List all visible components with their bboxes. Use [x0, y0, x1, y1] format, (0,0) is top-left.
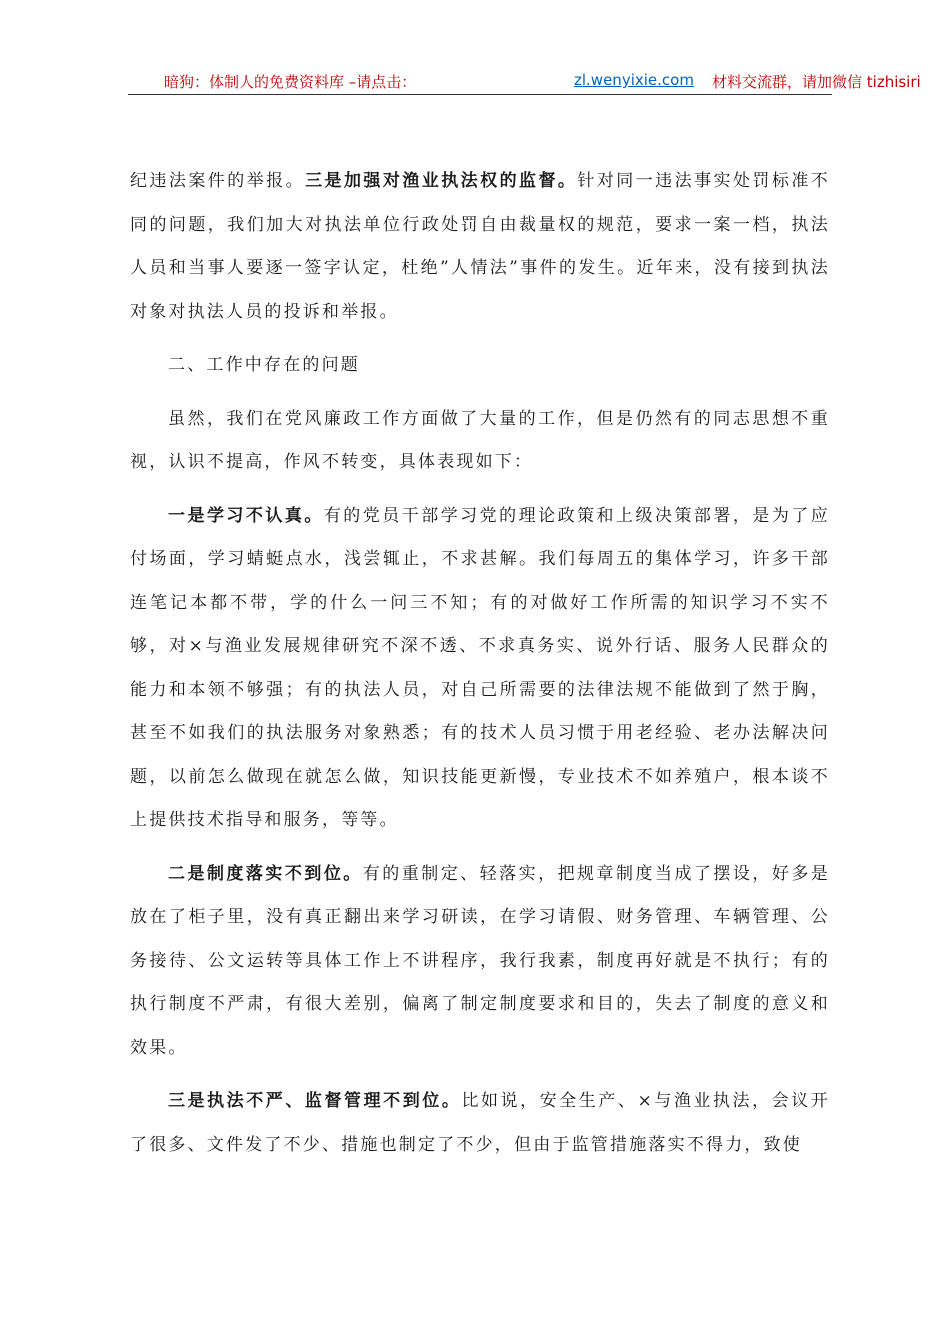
- paragraph-1: [130, 160, 830, 334]
- paragraph-4-bold: 二是制度落实不到位。: [168, 863, 363, 884]
- paragraph-5-bold: 三是执法不严、监督管理不到位。: [168, 1091, 462, 1111]
- page-header: [128, 68, 921, 95]
- document-body: [130, 160, 830, 1167]
- paragraph-1-rest: 针对同一违法事实处罚标准不同的问题，我们加大对执法单位行政处罚自由裁量权的规范，要求一案一档，执法人员和当事人要逐一签字认定，杜绝”人情法”事件的发生。近年来，没有接到执法对象对执法人员的投诉和举报。: [130, 171, 830, 322]
- paragraph-3: [130, 495, 830, 843]
- paragraph-3-bold: 一是学习不认真。: [168, 505, 324, 526]
- paragraph-5-rest: 比如说，安全生产、×与渔业执法，会议开了很多、文件发了不少、措施也制定了不少，但由于监管措施落实不得力，致使: [130, 1091, 831, 1155]
- paragraph-1-text: 纪违法案件的举报。: [130, 171, 306, 191]
- header-brand-text: 暗狗：体制人的免费资料库 –请点击：: [164, 73, 417, 91]
- header-link[interactable]: zl.wenyixie.com: [574, 71, 694, 89]
- paragraph-3-rest: 有的党员干部学习党的理论政策和上级决策部署，是为了应付场面，学习蜻蜓点水，浅尝辄止，不求甚解。我们每周五的集体学习，许多干部连笔记本都不带，学的什么一问三不知；有的对做好工作所需的知识学习不实不够，对×与渔业发展规律研究不深不透、不求真务实、说外行话、服务人民群众的能力和本领不够强；有的执法人员，对自己所需要的法律法规不能做到了然于胸，甚至不如我们的执法服务对象熟悉；有的技术人员习惯于用老经验、老办法解决问题，以前怎么做现在就怎么做，知识技能更新慢，专业技术不如养殖户，根本谈不上提供技术指导和服务，等等。: [130, 505, 830, 830]
- paragraph-4-rest: 有的重制定、轻落实，把规章制度当成了摆设，好多是放在了柜子里，没有真正翻出来学习研读，在学习请假、财务管理、车辆管理、公务接待、公文运转等具体工作上不讲程序，我行我素，制度再好就是不执行；有的执行制度不严肃，有很大差别，偏离了制定制度要求和目的，失去了制度的意义和效果。: [130, 863, 830, 1058]
- paragraph-5: [130, 1080, 830, 1167]
- paragraph-4: [130, 853, 830, 1071]
- section-heading: 二、工作中存在的问题: [168, 355, 360, 375]
- paragraph-1-bold: 三是加强对渔业执法权的监督。: [305, 171, 578, 191]
- paragraph-2: 虽然，我们在党风廉政工作方面做了大量的工作，但是仍然有的同志思想不重视，认识不提高，作风不转变，具体表现如下：: [130, 408, 830, 472]
- header-contact-text: 材料交流群，请加微信 tizhisiri: [712, 73, 921, 91]
